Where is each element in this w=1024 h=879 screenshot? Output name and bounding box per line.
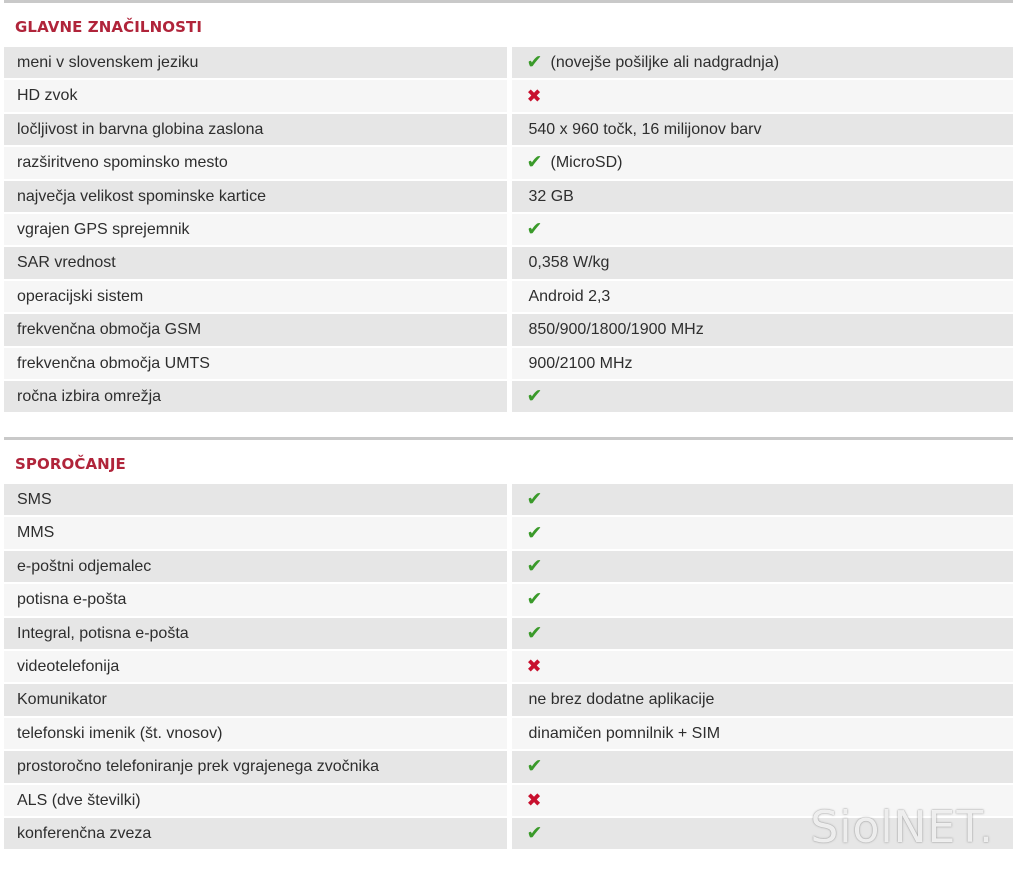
spec-value: [512, 684, 1013, 715]
checkmark-icon: ✔: [526, 555, 543, 577]
spec-value-text: 850/900/1800/1900 MHz: [528, 321, 704, 339]
spec-value: [512, 651, 1013, 682]
spec-value-text: dinamičen pomnilnik + SIM: [528, 724, 721, 742]
table-row: [4, 114, 1013, 147]
spec-value: [512, 214, 1013, 245]
spec-value-text: ne brez dodatne aplikacije: [528, 691, 715, 709]
spec-label: MMS: [4, 517, 507, 548]
spec-table: [4, 47, 1013, 414]
spec-value: [512, 551, 1013, 582]
table-row: [4, 651, 1013, 684]
table-row: [4, 751, 1013, 784]
spec-label: potisna e-pošta: [4, 584, 507, 615]
spec-label: meni v slovenskem jeziku: [4, 47, 507, 78]
spec-label: konferenčna zveza: [4, 818, 507, 849]
table-row: [4, 181, 1013, 214]
section-main-features: [4, 0, 1013, 414]
table-row: [4, 684, 1013, 717]
spec-value: [512, 584, 1013, 615]
table-row: [4, 348, 1013, 381]
checkmark-icon: ✔: [526, 589, 543, 611]
table-row: [4, 147, 1013, 180]
table-row: [4, 584, 1013, 617]
spec-value-text: (novejše pošiljke ali nadgradnja): [550, 54, 780, 71]
spec-value: [512, 517, 1013, 548]
table-row: [4, 551, 1013, 584]
spec-value-text: 32 GB: [528, 187, 574, 205]
checkmark-icon: ✔: [526, 386, 543, 408]
checkmark-icon: ✔: [526, 756, 543, 778]
spec-value-text: 0,358 W/kg: [528, 254, 610, 272]
spec-label: operacijski sistem: [4, 281, 507, 312]
table-row: [4, 247, 1013, 280]
spec-label: ročna izbira omrežja: [4, 381, 507, 412]
table-row: [4, 214, 1013, 247]
spec-label: ALS (dve številki): [4, 785, 507, 816]
table-row: [4, 47, 1013, 80]
checkmark-icon: ✔: [526, 219, 543, 241]
table-row: [4, 80, 1013, 113]
spec-label: e-poštni odjemalec: [4, 551, 507, 582]
table-row: [4, 381, 1013, 414]
spec-value-text: 540 x 960 točk, 16 milijonov barv: [528, 120, 762, 138]
spec-label: razširitveno spominsko mesto: [4, 147, 507, 178]
spec-value: [512, 47, 1013, 78]
spec-label: HD zvok: [4, 80, 507, 111]
spec-label: prostoročno telefoniranje prek vgrajenega zvočnika: [4, 751, 507, 782]
spec-value-text: (MicroSD): [550, 154, 623, 172]
spec-value: [512, 80, 1013, 111]
spec-table: [4, 484, 1013, 851]
siolnet-watermark: SiolNET.: [810, 802, 994, 853]
cross-icon: ✖: [526, 656, 542, 677]
checkmark-icon: ✔: [526, 489, 543, 511]
checkmark-icon: ✔: [526, 152, 543, 174]
cross-icon: ✖: [526, 789, 542, 810]
spec-label: SMS: [4, 484, 507, 515]
spec-value: [512, 314, 1013, 345]
checkmark-icon: ✔: [526, 823, 543, 845]
spec-value: [512, 484, 1013, 515]
spec-value: [512, 181, 1013, 212]
checkmark-icon: ✔: [526, 52, 543, 74]
spec-label: frekvenčna območja UMTS: [4, 348, 507, 379]
spec-value: [512, 348, 1013, 379]
section-title: SPOROČANJE: [15, 455, 126, 473]
table-row: [4, 517, 1013, 550]
spec-value: [512, 281, 1013, 312]
spec-value: [512, 751, 1013, 782]
spec-label: ločljivost in barvna globina zaslona: [4, 114, 507, 145]
cross-icon: ✖: [526, 85, 542, 106]
spec-label: največja velikost spominske kartice: [4, 181, 507, 212]
spec-value: [512, 718, 1013, 749]
checkmark-icon: ✔: [526, 622, 543, 644]
table-row: [4, 484, 1013, 517]
spec-value: [512, 147, 1013, 178]
spec-label: videotelefonija: [4, 651, 507, 682]
table-row: [4, 281, 1013, 314]
spec-label: telefonski imenik (št. vnosov): [4, 718, 507, 749]
spec-label: Komunikator: [4, 684, 507, 715]
spec-value: [512, 247, 1013, 278]
spec-label: SAR vrednost: [4, 247, 507, 278]
section-messaging: [4, 437, 1013, 851]
table-row: [4, 314, 1013, 347]
spec-value-text: 900/2100 MHz: [528, 354, 633, 372]
section-title: GLAVNE ZNAČILNOSTI: [15, 18, 203, 36]
spec-value: [512, 618, 1013, 649]
spec-value: [512, 381, 1013, 412]
checkmark-icon: ✔: [526, 522, 543, 544]
spec-value-text: Android 2,3: [528, 287, 611, 305]
table-row: [4, 718, 1013, 751]
spec-label: vgrajen GPS sprejemnik: [4, 214, 507, 245]
spec-label: frekvenčna območja GSM: [4, 314, 507, 345]
table-row: [4, 618, 1013, 651]
spec-label: Integral, potisna e-pošta: [4, 618, 507, 649]
spec-value: [512, 114, 1013, 145]
